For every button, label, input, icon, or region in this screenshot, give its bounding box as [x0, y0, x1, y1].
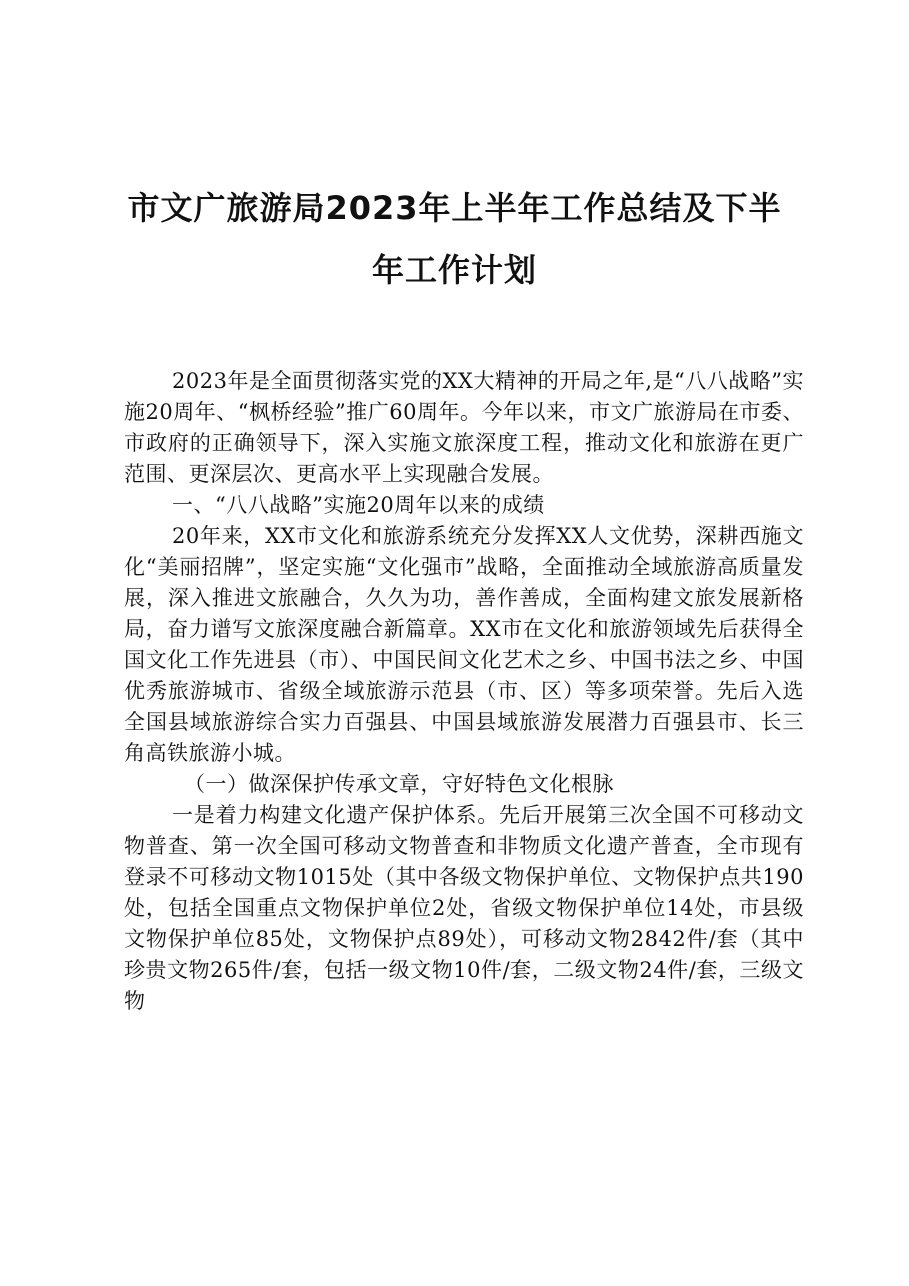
- paragraph-heritage: 一是着力构建文化遗产保护体系。先后开展第三次全国不可移动文物普查、第一次全国可移动文物普查和非物质文化遗产普查，全市现有登录不可移动文物1015处（其中各级文物保护单位、文物保护点共190处，包括全国重点文物保护单位2处，省级文物保护单位14处，市县级文物保护单位85处，文物保护点89处），可移动文物2842件/套（其中珍贵文物265件/套，包括一级文物10件/套，二级文物24件/套，三级文物: [124, 803, 804, 1013]
- title-line-2: 年工作计划: [371, 251, 537, 289]
- heading-subsection-1: （一）做深保护传承文章，守好特色文化根脉: [184, 772, 614, 796]
- document-body: [124, 366, 804, 1017]
- heading-section-1: 一、“八八战略”实施20周年以来的成绩: [172, 493, 545, 517]
- paragraph-achievements: 20年来，XX市文化和旅游系统充分发挥XX人文优势，深耕西施文化“美丽招牌”，坚定实施“文化强市”战略，全面推动全域旅游高质量发展，深入推进文旅融合，久久为功，善作善成，全面构建文旅发展新格局，奋力谱写文旅深度融合新篇章。XX市在文化和旅游领域先后获得全国文化工作先进县（市）、中国民间文化艺术之乡、中国书法之乡、中国优秀旅游城市、省级全域旅游示范县（市、区）等多项荣誉。先后入选全国县域旅游综合实力百强县、中国县域旅游发展潜力百强县市、长三角高铁旅游小城。: [124, 524, 804, 765]
- document-title: [110, 188, 799, 312]
- title-line-1: 市文广旅游局2023年上半年工作总结及下半: [127, 189, 782, 227]
- paragraph-intro: 2023年是全面贯彻落实党的XX大精神的开局之年,是“八八战略”实施20周年、“枫桥经验”推广60周年。今年以来，市文广旅游局在市委、市政府的正确领导下，深入实施文旅深度工程，推动文化和旅游在更广范围、更深层次、更高水平上实现融合发展。: [124, 369, 804, 486]
